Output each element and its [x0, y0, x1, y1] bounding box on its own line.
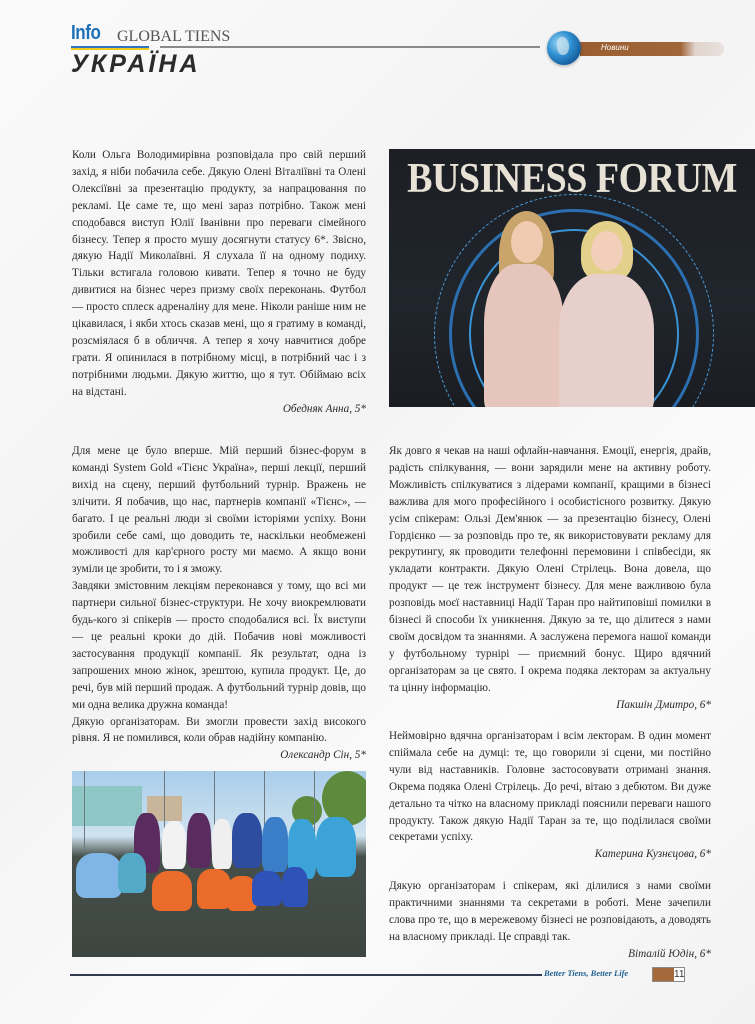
article-4 [389, 728, 711, 863]
article-signature: Віталій Юдін, 6* [628, 947, 711, 960]
article-paragraph: Для мене це було вперше. Мій перший бізнес-форум в команді System Gold «Тієнс Україна», перші лекції, перший вихід на сцену, перший футбольний турнір. Вражень не злічити. Я побачив, що нас, партнерів компанії «Тієнс», — багато. І це реальні люди зі своїми історіями успіху. Вони зробили себе самі, що доводить те, наскільки необмежені можливості для кар'єрного росту ми маємо. А якщо вони зуміли це зробити, то і я зможу. [72, 445, 366, 576]
logo-info: Info [71, 22, 101, 44]
person-face [591, 231, 623, 271]
footer-slogan: Better Tiens, Better Life [544, 968, 629, 978]
person-body [559, 274, 654, 407]
section-label: Новини [601, 43, 629, 52]
player [282, 867, 308, 907]
logo-global-tiens: GLOBAL TIENS [117, 28, 231, 45]
article-5 [389, 878, 711, 963]
globe-icon [547, 31, 581, 65]
player [262, 817, 288, 872]
player [212, 819, 232, 869]
player [152, 871, 192, 911]
player [197, 869, 231, 909]
football-team-photo [72, 771, 366, 957]
article-signature: Катерина Кузнєцова, 6* [594, 848, 711, 861]
logo-country: УКРАЇНА [71, 50, 201, 78]
header-divider [160, 46, 540, 48]
player [187, 813, 211, 868]
article-2 [72, 443, 366, 764]
article-paragraph: Дякую організаторам. Ви змогли провести захід високого рівня. Я не помилився, коли обрав надійну компанію. [72, 715, 366, 745]
page-header [0, 0, 755, 90]
article-signature: Пакшін Дмитро, 6* [616, 698, 711, 711]
page-number-box [652, 967, 685, 982]
player [252, 871, 282, 906]
article-paragraph: Неймовірно вдячна організаторам і всім лекторам. В один момент спіймала себе на думці: те, що говорили зі сцени, ми постійно чули від наставників. Головне застосовувати отримані знання. Окрема подяка Олені Стрілець. До речі, вітаю з дебютом. Ви дуже детально та чітко на власному прикладі пояснили переваги нашого продукту. Також дякую Надії Таран за те, що поділилася своїми секретами успіху. [389, 730, 711, 844]
article-signature: Обедняк Анна, 5* [282, 402, 366, 415]
article-paragraph: Коли Ольга Володимирівна розповідала про свій перший захід, я ніби побачила себе. Дякую Олені Віталіївні та Олені Олексіївні за презентацію продукту, за напрацювання по рекламі. Це саме те, що мені зараз потрібно. Також мені сподобався виступ Юлії Іванівни про переваги сімейного бізнесу. Тепер я просто мушу досягнути статусу 6*. Звісно, дякую Надії Миколаївні. Я слухала її на одному подиху. Тільки встигала головою кивати. Тепер я точно не буду дивитися на бізнес через призму своїх переконань. Футбол — просто сплеск адреналіну для мене. Ніколи раніше ним не цікавилася, і якби хтось сказав мені, що я гратиму в команді, розсміялася б в обличчя. А тепер я хочу навчитися добре грати. Я опинилася в потрібному місці, в потрібний час і з потрібними людьми. Дякую життю, що я тут. Обіймаю всіх на відстані. [72, 149, 366, 398]
article-paragraph: Дякую організаторам і спікерам, які ділилися з нами своїми практичними знаннями та секретами в роботі. Мене зачепили слова про те, що в мережевому бізнесі не розповідають, а доводять на власному прикладі. Це справді так. [389, 880, 711, 943]
player [232, 813, 262, 868]
section-tab [580, 42, 724, 56]
person-body [484, 264, 564, 407]
fence-post [84, 771, 85, 851]
building [72, 786, 142, 826]
player [118, 853, 146, 893]
player [76, 853, 122, 898]
business-forum-photo [389, 149, 755, 407]
player [162, 821, 186, 869]
forum-banner-text: BUSINESS FORUM [407, 155, 737, 203]
article-3 [389, 443, 711, 714]
footer-divider [70, 974, 542, 976]
article-signature: Олександр Сін, 5* [280, 749, 366, 762]
page-number: 11 [674, 969, 685, 980]
article-1 [72, 147, 366, 418]
person-face [511, 221, 543, 263]
player [316, 817, 356, 877]
article-paragraph: Завдяки змістовним лекціям переконався у тому, що всі ми партнери сильної бізнес-структури. Не хочу виокремлювати будь-кого зі спікерів — просто сподобалися всі. Їх виступи — це реальні кроки до дій. Побачив нові можливості застосування продукції компанії. Як результат, одна із запрошених мною жінок, зрештою, купила продукт. Це, до речі, був мій перший продаж. А футбольний турнір довів, що ми одна велика дружна команда! [72, 580, 366, 711]
article-paragraph: Як довго я чекав на наші офлайн-навчання. Емоції, енергія, драйв, радість спілкування, — вони зарядили мене на активну роботу. Можливість спілкуватися з лідерами компанії, кращими в бізнесі важлива для мого професійного і особистісного розвитку. Дякую усім спікерам: Ользі Дем'янюк — за презентацію бізнесу, Олені Гордієнко — за розповідь про те, як використовувати рекламу для рекрутингу, як проводити телефонні перемовини і співбесіди, як укладати контракти. Дякую Олені Стрілець. Вона довела, що продукт — це теж інструмент бізнесу. Для мене важливою була розповідь моєї наставниці Надії Таран про найтиповіші помилки в бізнесі й способи їх уникнення. Дякую за те, що ділитеся з нами своїм досвідом та знаннями. А заслужена перемога нашої команди у футбольному турнірі — приємний бонус. Щиро вдячний організаторам за це свято. І окрема подяка лекторам за актуальну та цінну інформацію. [389, 445, 711, 694]
